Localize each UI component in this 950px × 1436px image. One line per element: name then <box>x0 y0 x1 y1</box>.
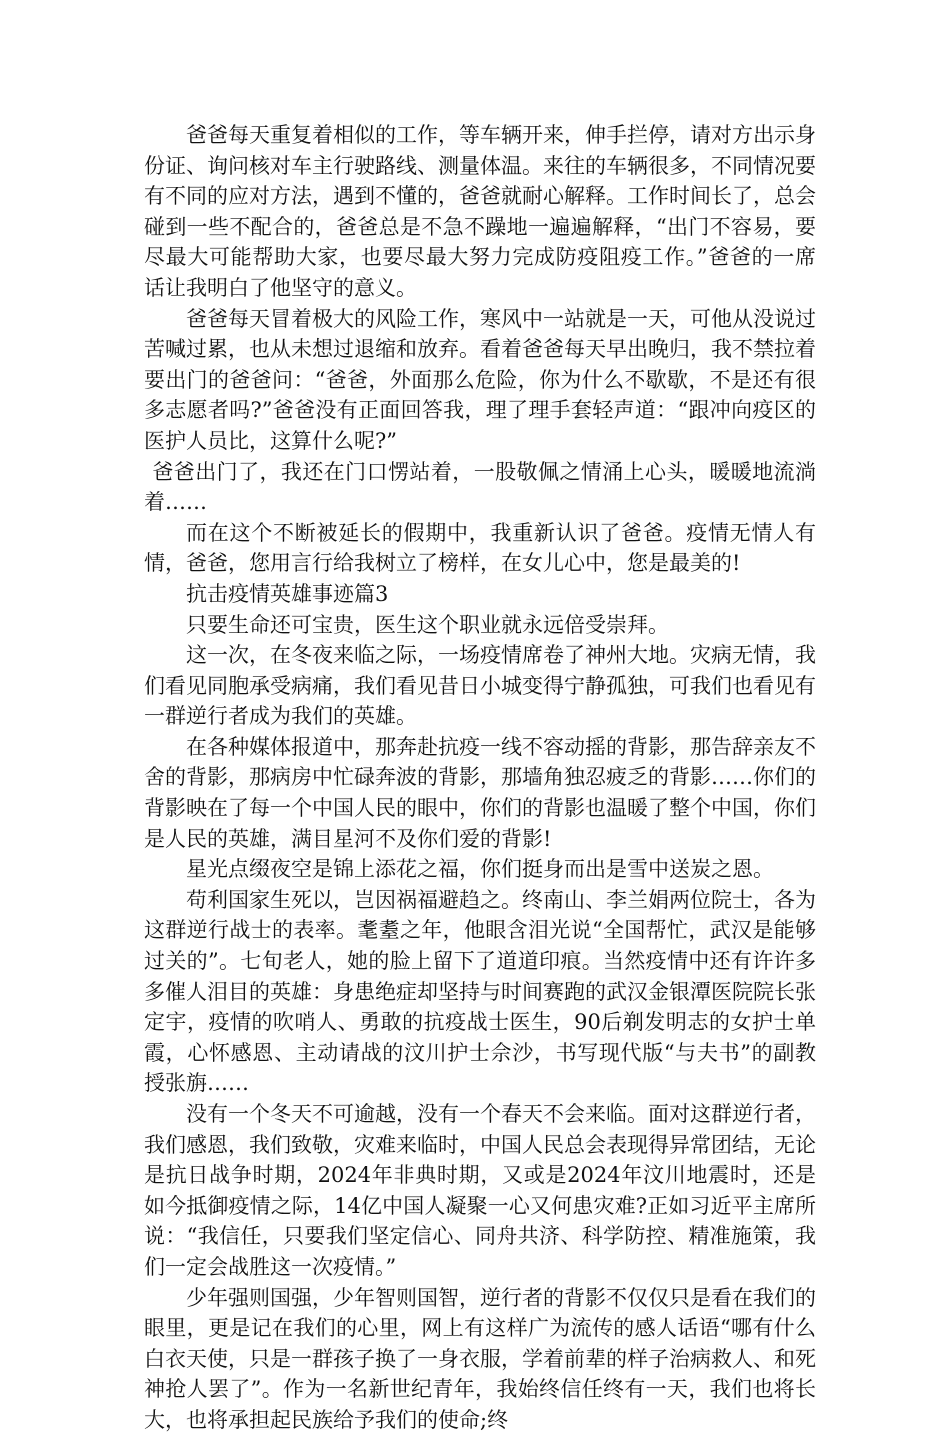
paragraph-2: 爸爸每天冒着极大的风险工作，寒风中一站就是一天，可他从没说过苦喊过累，也从未想过退缩和放弃。看着爸爸每天早出晚归，我不禁拉着要出门的爸爸问：“爸爸，外面那么危险，你为什么不歇歇，不是还有很多志愿者吗?”爸爸没有正面回答我，理了理手套轻声道：“跟冲向疫区的医护人员比，这算什么呢?” <box>144 306 816 453</box>
paragraph-1: 爸爸每天重复着相似的工作，等车辆开来，伸手拦停，请对方出示身份证、询问核对车主行驶路线、测量体温。来往的车辆很多，不同情况要有不同的应对方法，遇到不懂的，爸爸就耐心解释。工作时间长了，总会碰到一些不配合的，爸爸总是不急不躁地一遍遍解释，“出门不容易，要尽最大可能帮助大家，也要尽最大努力完成防疫阻疫工作。”爸爸的一席话让我明白了他坚守的意义。 <box>144 123 816 300</box>
paragraph-8: 星光点缀夜空是锦上添花之福，你们挺身而出是雪中送炭之恩。 <box>186 857 774 882</box>
paragraph-11: 少年强则国强，少年智则国智，逆行者的背影不仅仅只是看在我们的眼里，更是记在我们的心里，网上有这样广为流传的感人话语“哪有什么白衣天使，只是一群孩子换了一身衣服，学着前辈的样子治病救人、和死神抢人罢了”。作为一名新世纪青年，我始终信任终有一天，我们也将长大，也将承担起民族给予我们的使命;终 <box>144 1285 816 1432</box>
section-heading: 抗击疫情英雄事迹篇3 <box>186 581 389 606</box>
paragraph-5: 只要生命还可宝贵，医生这个职业就永远倍受崇拜。 <box>186 612 669 637</box>
document-page <box>144 120 816 1436</box>
paragraph-9: 苟利国家生死以，岂因祸福避趋之。终南山、李兰娟两位院士，各为这群逆行战士的表率。耄耋之年，他眼含泪光说“全国帮忙，武汉是能够过关的”。七旬老人，她的脸上留下了道道印痕。当然疫情中还有许许多多催人泪目的英雄：身患绝症却坚持与时间赛跑的武汉金银潭医院院长张定宇，疫情的吹哨人、勇敢的抗疫战士医生，90后剃发明志的女护士单霞，心怀感恩、主动请战的汶川护士佘沙，书写现代版“与夫书”的副教授张旃…… <box>144 887 816 1096</box>
paragraph-10: 没有一个冬天不可逾越，没有一个春天不会来临。面对这群逆行者，我们感恩，我们致敬，灾难来临时，中国人民总会表现得异常团结，无论是抗日战争时期，2024年非典时期，又或是2024年汶川地震时，还是如今抵御疫情之际，14亿中国人凝聚一心又何患灾难?正如习近平主席所说：“我信任，只要我们坚定信心、同舟共济、科学防控、精准施策，我们一定会战胜这一次疫情。” <box>144 1102 816 1279</box>
paragraph-4: 而在这个不断被延长的假期中，我重新认识了爸爸。疫情无情人有情，爸爸，您用言行给我树立了榜样，在女儿心中，您是最美的! <box>144 520 816 576</box>
paragraph-7: 在各种媒体报道中，那奔赴抗疫一线不容动摇的背影，那告辞亲友不舍的背影，那病房中忙碌奔波的背影，那墙角独忍疲乏的背影……你们的背影映在了每一个中国人民的眼中，你们的背影也温暖了整个中国，你们是人民的英雄，满目星河不及你们爱的背影! <box>144 734 816 851</box>
paragraph-6: 这一次，在冬夜来临之际，一场疫情席卷了神州大地。灾病无情，我们看见同胞承受病痛，我们看见昔日小城变得宁静孤独，可我们也看见有一群逆行者成为我们的英雄。 <box>144 643 816 729</box>
paragraph-3: 爸爸出门了，我还在门口愣站着，一股敬佩之情涌上心头，暖暖地流淌着…… <box>144 459 816 515</box>
